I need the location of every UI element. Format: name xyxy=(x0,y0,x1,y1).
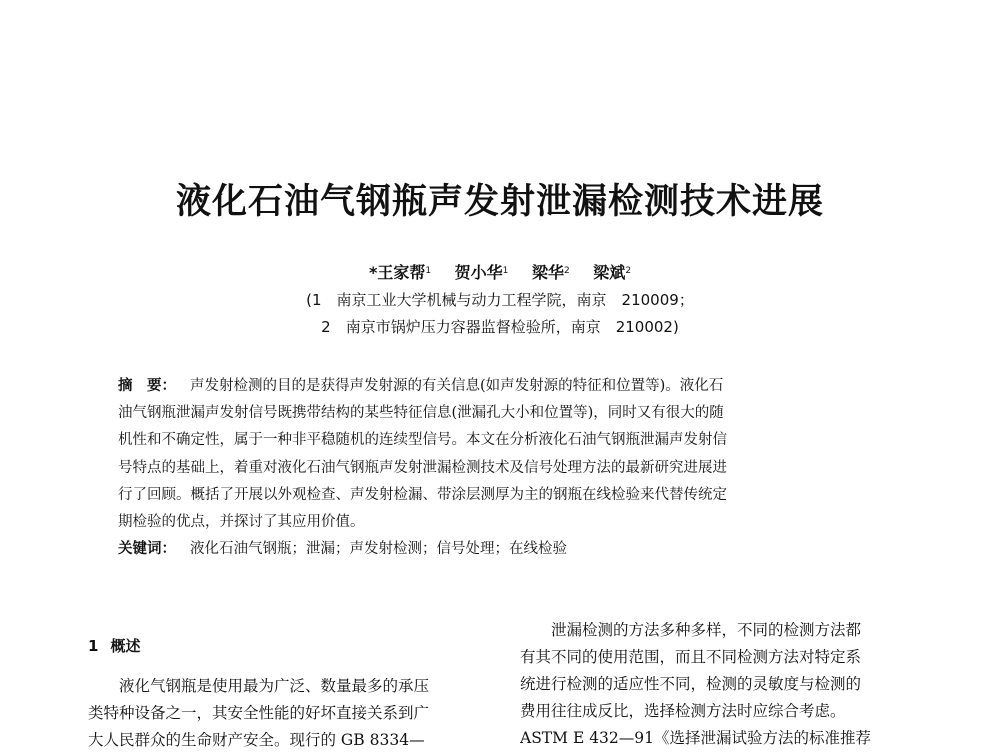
keywords xyxy=(118,537,888,561)
abstract-line: 摘 要： 声发射检测的目的是获得声发射源的有关信息(如声发射源的特征和位置等)。液化石 xyxy=(118,378,724,394)
abstract-line: 期检验的优点，并探讨了其应用价值。 xyxy=(118,514,365,531)
body-line: 有其不同的使用范围，而且不同检测方法对特定系 xyxy=(520,648,862,666)
body-line: 液化气钢瓶是使用最为广泛、数量最多的承压 xyxy=(119,677,430,695)
body-line: 泄漏检测的方法多种多样，不同的检测方法都 xyxy=(551,621,862,639)
body-line: 统进行检测的适应性不同，检测的灵敏度与检测的 xyxy=(520,675,862,693)
abstract-label: 摘 要： xyxy=(118,378,176,394)
author-list xyxy=(0,262,1000,284)
abstract-line: 机性和不确定性，属于一种非平稳随机的连续型信号。本文在分析液化石油气钢瓶泄漏声发射信 xyxy=(118,432,727,449)
keywords-label: 关键词： xyxy=(118,541,176,557)
left-column xyxy=(88,673,488,754)
section-title: 概述 xyxy=(110,637,141,655)
affiliation-line: (1 南京工业大学机械与动力工程学院，南京 210009； xyxy=(306,291,694,309)
author: 梁斌$^2$ xyxy=(593,263,632,282)
body-line: 类特种设备之一，其安全性能的好坏直接关系到广 xyxy=(88,704,430,722)
paper-title: 液化石油气钢瓶声发射泄漏检测技术进展 xyxy=(175,181,824,222)
section-heading xyxy=(88,634,140,658)
right-column xyxy=(520,617,920,752)
body-line: ASTM E 432—91《选择泄漏试验方法的标准推荐 xyxy=(520,729,871,747)
author: 贺小华$^1$ xyxy=(454,263,509,282)
body-line: 大人民群众的生命财产安全。现行的 GB 8334— xyxy=(88,731,425,749)
abstract-line: 号特点的基础上，着重对液化石油气钢瓶声发射泄漏检测技术及信号处理方法的最新研究进展进 xyxy=(118,459,727,476)
abstract-line: 行了回顾。概括了开展以外观检查、声发射检漏、带涂层测厚为主的钢瓶在线检验来代替传统定 xyxy=(118,486,727,503)
author: 梁华$^2$ xyxy=(531,263,570,282)
section-number: 1 xyxy=(88,637,99,655)
author: *王家帮$^1$ xyxy=(368,263,432,282)
body-line: 费用往往成反比，选择检测方法时应综合考虑。 xyxy=(520,702,846,720)
affiliation-line: 2 南京市锅炉压力容器监督检验所，南京 210002) xyxy=(321,318,679,336)
abstract-line: 油气钢瓶泄漏声发射信号既携带结构的某些特征信息(泄漏孔大小和位置等)，同时又有很大的随 xyxy=(118,405,724,422)
keywords-text: 液化石油气钢瓶；泄漏；声发射检测；信号处理；在线检验 xyxy=(190,541,567,557)
abstract xyxy=(118,373,888,536)
